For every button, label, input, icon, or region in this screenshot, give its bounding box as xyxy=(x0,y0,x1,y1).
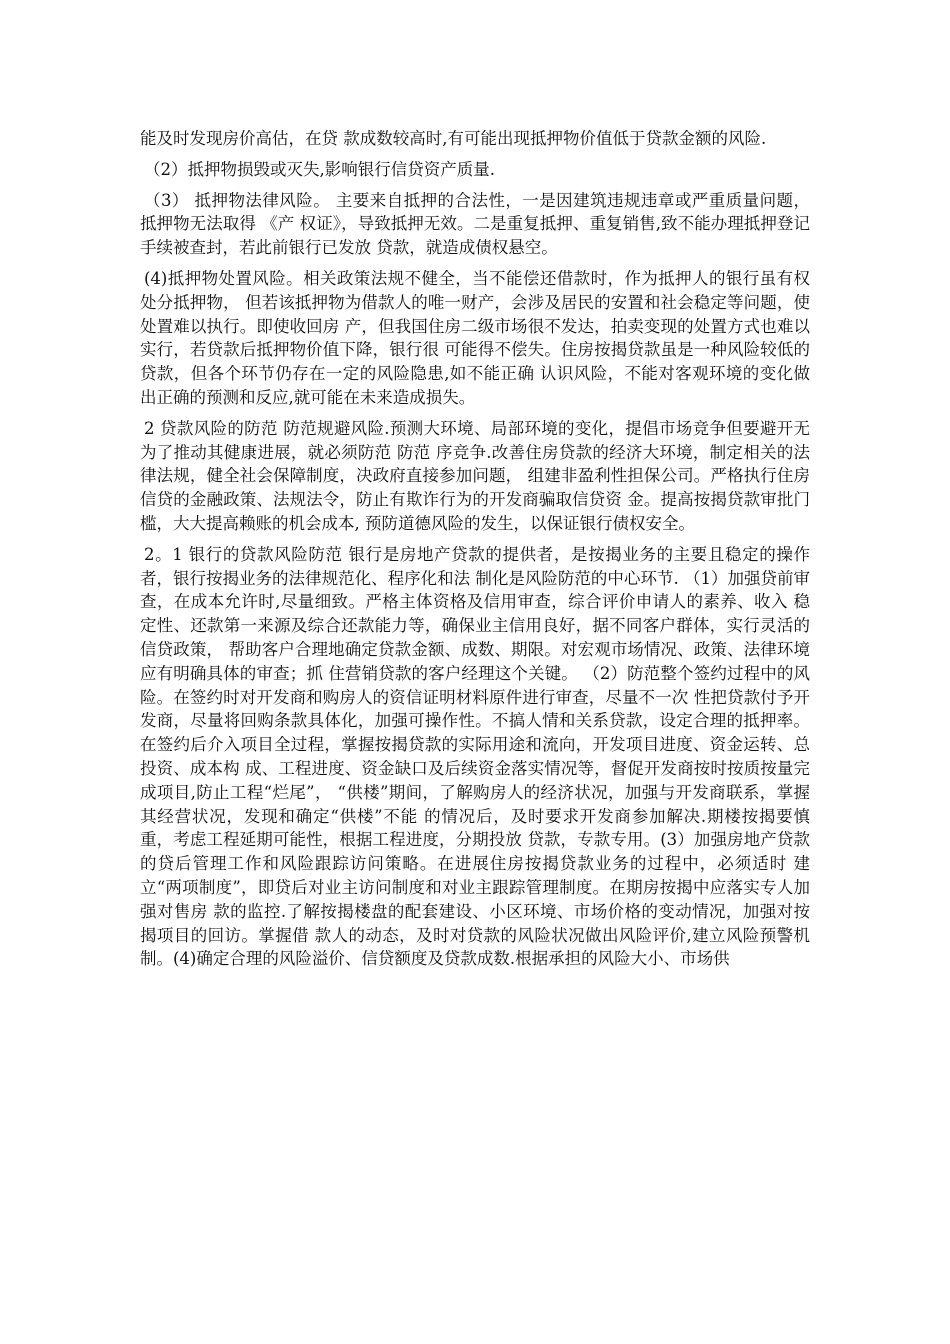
paragraph-collateral-damage-risk: （2）抵押物损毁或灭失,影响银行信贷资产质量. xyxy=(144,159,495,179)
paragraph-bank-risk-prevention: 2。1 银行的贷款风险防范 银行是房地产贷款的提供者，是按揭业务的主要且稳定的操作者，银行按揭业务的法律规范化、程序化和法 制化是风险防范的中心环节. （1）加强贷前审查，在成本允许时,尽量细致。严格主体资格及信用审查，综合评价申请人的素养、收入 稳定性、还款第一来源及综合还款能力等，确保业主信用良好，据不同客户群体，实行灵活的信贷政策， 帮助客户合理地确定贷款金额、成数、期限。对宏观市场情况、政策、法律环境应有明确具体的审查；抓 住营销贷款的客户经理这个关键。 （2）防范整个签约过程中的风险。在签约时对开发商和购房人的资信证明材料原件进行审查，尽量不一次 性把贷款付予开发商，尽量将回购条款具体化，加强可操作性。不搞人情和关系贷款，设定合理的抵押率。 在签约后介入项目全过程，掌握按揭贷款的实际用途和流向，开发项目进度、资金运转、总投资、成本构 成、工程进度、资金缺口及后续资金落实情况等，督促开发商按时按质按量完成项目,防止工程“烂尾”， “供楼”期间，了解购房人的经济状况，加强与开发商联系，掌握其经营状况，发现和确定“供楼”不能 的情况后，及时要求开发商参加解决.期楼按揭要慎重，考虑工程延期可能性，根据工程进度，分期投放 贷款，专款专用。(3）加强房地产贷款的贷后管理工作和风险跟踪访问策略。在进展住房按揭贷款业务的过程中，必须适时 建立“两项制度”，即贷后对业主访问制度和对业主跟踪管理制度。在期房按揭中应落实专人加强对售房 款的监控.了解按揭楼盘的配套建设、小区环境、市场价格的变动情况，加强对按揭项目的回访。掌握借 款人的动态，及时对贷款的风险状况做出风险评价,建立风险预警机制。(4)确定合理的风险溢价、信贷额度及贷款成数.根据承担的风险大小、市场供 xyxy=(140,544,810,969)
document-body xyxy=(140,127,810,978)
paragraph-collateral-legal-risk: （3） 抵押物法律风险。 主要来自抵押的合法性，一是因建筑违规违章或严重质量问题， 抵押物无法取得 《产 权证》，导致抵押无效。二是重复抵押、重复销售,致不能办理抵押登记手续被查封，若此前银行已发放 贷款，就造成债权悬空。 xyxy=(140,190,810,258)
paragraph-loan-risk-prevention: 2 贷款风险的防范 防范规避风险.预测大环境、局部环境的变化，提倡市场竞争但要避开无 为了推动其健康进展，就必须防范 防范 序竞争.改善住房贷款的经济大环境，制定相关的法律法规，健全社会保障制度，决政府直接参加问题， 组建非盈利性担保公司。严格执行住房信贷的金融政策、法规法令，防止有欺诈行为的开发商骗取信贷资 金。提高按揭贷款审批门槛，大大提高赖账的机会成本, 预防道德风险的发生，以保证银行债权安全。 xyxy=(140,418,810,533)
paragraph-collateral-disposal-risk: (4)抵押物处置风险。相关政策法规不健全，当不能偿还借款时，作为抵押人的银行虽有权处分抵押物， 但若该抵押物为借款人的唯一财产，会涉及居民的安置和社会稳定等问题，使处置难以执行。即使收回房 产，但我国住房二级市场很不发达，拍卖变现的处置方式也难以实行，若贷款后抵押物价值下降，银行很 可能得不偿失。住房按揭贷款虽是一种风险较低的贷款，但各个环节仍存在一定的风险隐患,如不能正确 认识风险，不能对客观环境的变化做出正确的预测和反应,就可能在未来造成损失。 xyxy=(140,268,810,407)
paragraph-mortgage-overvaluation-risk: 能及时发现房价高估，在贷 款成数较高时,有可能出现抵押物价值低于贷款金额的风险. xyxy=(140,129,767,148)
